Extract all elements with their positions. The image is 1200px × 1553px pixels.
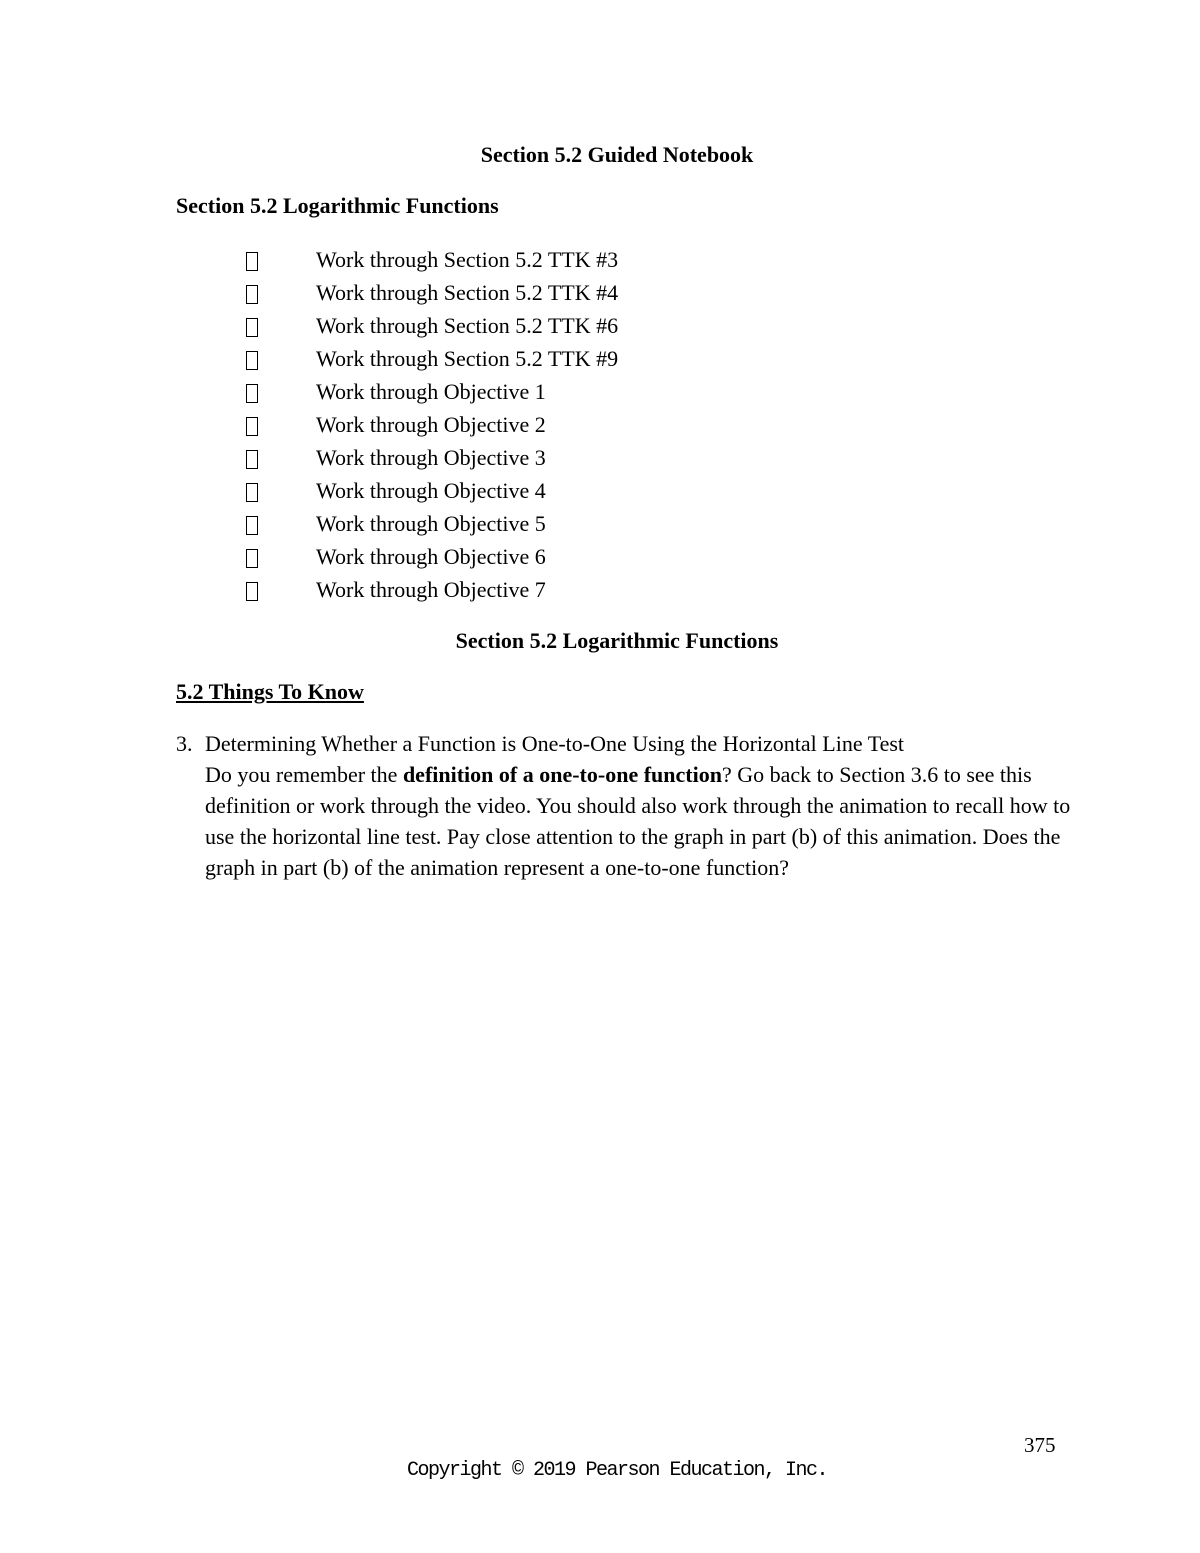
things-to-know-heading: 5.2 Things To Know (176, 679, 364, 704)
item-number: 3. (176, 731, 193, 756)
checklist-item (240, 441, 618, 474)
checklist-item-label: Work through Section 5.2 TTK #6 (316, 312, 619, 338)
checkbox-icon[interactable] (246, 483, 258, 502)
checkbox-icon[interactable] (246, 351, 258, 370)
checkbox-icon[interactable] (246, 318, 258, 337)
checklist-item-label: Work through Objective 1 (316, 378, 546, 404)
checklist-item-label: Work through Objective 4 (316, 477, 546, 503)
checklist-item-label: Work through Section 5.2 TTK #4 (316, 279, 619, 305)
item-body-text: Do you remember the (205, 762, 403, 787)
checkbox-icon[interactable] (246, 285, 258, 304)
checklist (240, 243, 618, 606)
checkbox-icon[interactable] (246, 417, 258, 436)
checkbox-icon[interactable] (246, 384, 258, 403)
checklist-item-label: Work through Objective 6 (316, 543, 546, 569)
item-body-text: ? Go back to Section 3.6 to see this definition or work through the video. You should also work through the animation to recall how to use the horizontal line test. Pay close attention to the graph in part (b) of this animation. Does the graph in part (b) of the animation represent a one-to-one function? (205, 762, 1071, 880)
checklist-item-label: Work through Objective 3 (316, 444, 546, 470)
section-heading: Section 5.2 Logarithmic Functions (176, 193, 499, 218)
item-body (205, 759, 1075, 883)
section-subtitle: Section 5.2 Logarithmic Functions (455, 628, 779, 653)
checklist-item (240, 309, 618, 342)
checklist-item (240, 243, 618, 276)
page-number: 375 (1024, 1433, 1056, 1457)
checklist-item (240, 573, 618, 606)
checkbox-icon[interactable] (246, 516, 258, 535)
checklist-item-label: Work through Section 5.2 TTK #9 (316, 345, 619, 371)
checklist-item (240, 276, 618, 309)
checklist-item (240, 408, 618, 441)
copyright-footer: Copyright © 2019 Pearson Education, Inc. (406, 1459, 828, 1482)
checklist-item (240, 540, 618, 573)
checklist-item (240, 342, 618, 375)
checkbox-icon[interactable] (246, 582, 258, 601)
checkbox-icon[interactable] (246, 450, 258, 469)
item-title: Determining Whether a Function is One-to-One Using the Horizontal Line Test (205, 731, 905, 756)
checkbox-icon[interactable] (246, 252, 258, 271)
page-title: Section 5.2 Guided Notebook (480, 142, 754, 167)
checklist-item (240, 507, 618, 540)
checklist-item-label: Work through Section 5.2 TTK #3 (316, 246, 619, 272)
checklist-item-label: Work through Objective 5 (316, 510, 546, 536)
checkbox-icon[interactable] (246, 549, 258, 568)
checklist-item (240, 474, 618, 507)
checklist-item (240, 375, 618, 408)
item-body-emphasis: definition of a one-to-one function (402, 762, 722, 787)
checklist-item-label: Work through Objective 7 (316, 576, 546, 602)
checklist-item-label: Work through Objective 2 (316, 411, 546, 437)
